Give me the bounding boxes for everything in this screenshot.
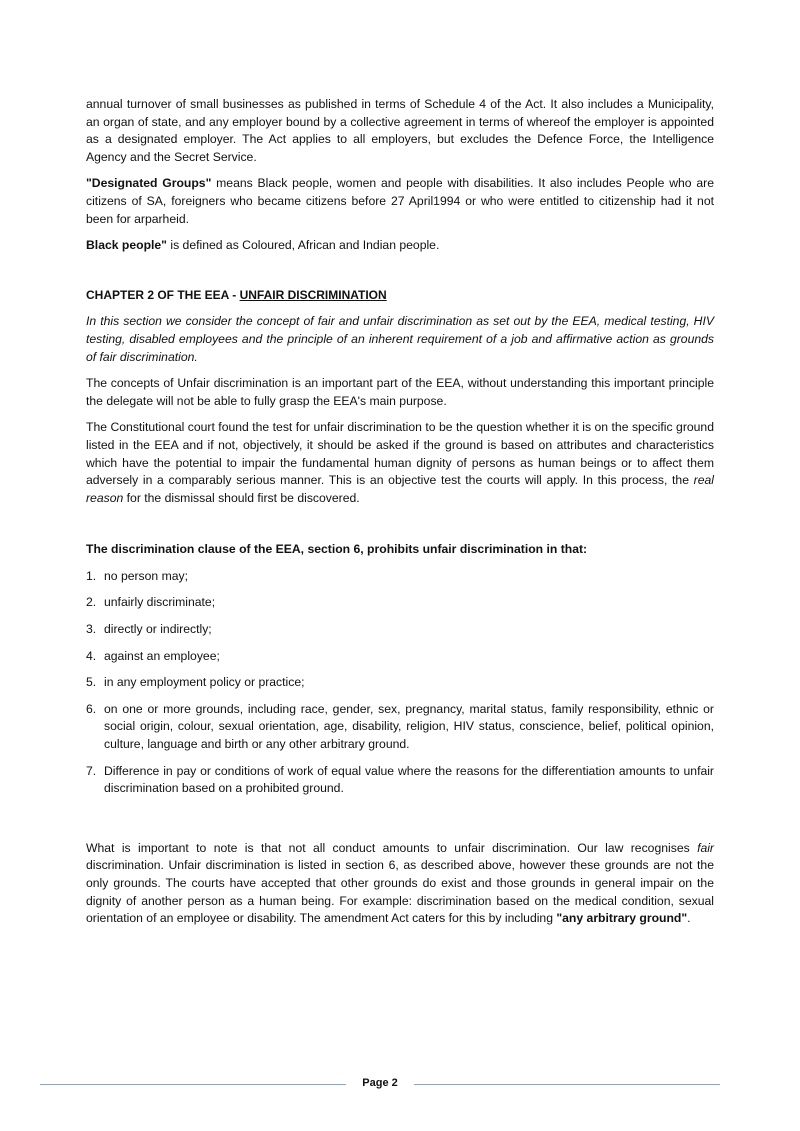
arbitrary-ground-quote: "any arbitrary ground" — [556, 911, 688, 926]
intro-text-1: annual turnover of small businesses as published in terms of Schedule 4 of the Act. It also includes a Municipality, an organ of state, and any employer bound by a collective agreement in terms of whereof the employer is appointed as a designated employer. The Act applies to all employers, but excludes the Defence Force, the Intelligence Agency and the Secret Service. — [86, 97, 714, 164]
list-item-number: 1. — [86, 568, 97, 583]
clause-heading: The discrimination clause of the EEA, section 6, prohibits unfair discrimination in that: — [86, 542, 588, 557]
chapter-p3-text-b: for the dismissal should first be discovered. — [123, 490, 360, 505]
list-item-number: 5. — [86, 675, 97, 690]
note-text-b: discrimination. Unfair discrimination is listed in section 6, as described above, however these grounds are not the only grounds. The courts have accepted that other grounds do exist and those grounds in general impair on the dignity of another person as a human being. For example: discrimination based on the medical condition, sexual orientation of an employee or disability. The amendment Act caters for this by including — [86, 858, 714, 926]
list-item-text: no person may; — [104, 568, 189, 583]
list-item-text: Difference in pay or conditions of work of equal value where the reasons for the differentiation amounts to unfair discrimination based on a prohibited ground. — [104, 763, 714, 796]
intro-paragraph-3 — [86, 237, 714, 255]
real-reason-term: real reason — [86, 473, 714, 505]
list-item — [86, 701, 714, 754]
chapter-intro: In this section we consider the concept of fair and unfair discrimination as set out by the EEA, medical testing, HIV testing, disabled employees and the principle of an inherent requirement of a job and affirmative action as grounds of fair discrimination. — [86, 314, 714, 364]
page-content — [86, 96, 714, 937]
list-item-text: unfairly discriminate; — [104, 595, 216, 610]
page-footer — [40, 1076, 720, 1092]
chapter-heading — [86, 287, 714, 305]
black-people-definition: is defined as Coloured, African and Indian people. — [166, 238, 440, 253]
black-people-term: Black people" — [86, 238, 167, 253]
clause-list — [86, 568, 714, 798]
footer-rule-right — [414, 1084, 720, 1085]
list-item — [86, 648, 714, 666]
list-item-text: directly or indirectly; — [104, 622, 212, 637]
chapter-paragraph-3 — [86, 419, 714, 507]
fair-term: fair — [697, 840, 714, 855]
list-item-number: 4. — [86, 648, 97, 663]
intro-paragraph-1 — [86, 96, 714, 166]
list-item-text: in any employment policy or practice; — [104, 675, 305, 690]
page-number: Page 2 — [362, 1077, 398, 1090]
list-item — [86, 594, 714, 612]
list-item — [86, 763, 714, 798]
note-paragraph — [86, 840, 714, 928]
footer-rule-left — [40, 1084, 346, 1085]
chapter-p3-text-a: The Constitutional court found the test for unfair discrimination to be the question whether it is on the specific ground listed in the EEA and if not, objectively, it should be asked if the ground is based on attributes and characteristics which have the potential to impair the fundamental human dignity of persons as human beings or to affect them adversely in a comparably serious manner. This is an objective test the courts will apply. In this process, the — [86, 420, 714, 488]
designated-groups-definition: means Black people, women and people with disabilities. It also includes People who are citizens of SA, foreigners who became citizens before 27 April1994 or who were entitled to citizenship had it not been for arparheid. — [86, 176, 714, 226]
chapter-paragraph-2: The concepts of Unfair discrimination is an important part of the EEA, without understanding this important principle the delegate will not be able to fully grasp the EEA's main purpose. — [86, 376, 714, 408]
list-item-text: on one or more grounds, including race, gender, sex, pregnancy, marital status, family responsibility, ethnic or social origin, colour, sexual orientation, age, disability, religion, HIV status, conscience, belief, political opinion, culture, language and birth or any other arbitrary ground. — [104, 701, 714, 752]
list-item-number: 3. — [86, 622, 97, 637]
note-text-a: What is important to note is that not all conduct amounts to unfair discrimination. Our law recognises — [86, 840, 698, 855]
chapter-heading-topic: UNFAIR DISCRIMINATION — [239, 287, 387, 302]
list-item — [86, 621, 714, 639]
list-item-number: 6. — [86, 701, 97, 716]
list-item-number: 7. — [86, 763, 97, 778]
list-item-number: 2. — [86, 595, 97, 610]
chapter-heading-prefix: CHAPTER 2 OF THE EEA - — [86, 287, 240, 302]
list-item — [86, 568, 714, 586]
designated-groups-term: "Designated Groups" — [86, 176, 212, 191]
list-item-text: against an employee; — [104, 648, 220, 663]
list-item — [86, 674, 714, 692]
note-text-c: . — [687, 911, 691, 926]
intro-paragraph-2 — [86, 175, 714, 228]
